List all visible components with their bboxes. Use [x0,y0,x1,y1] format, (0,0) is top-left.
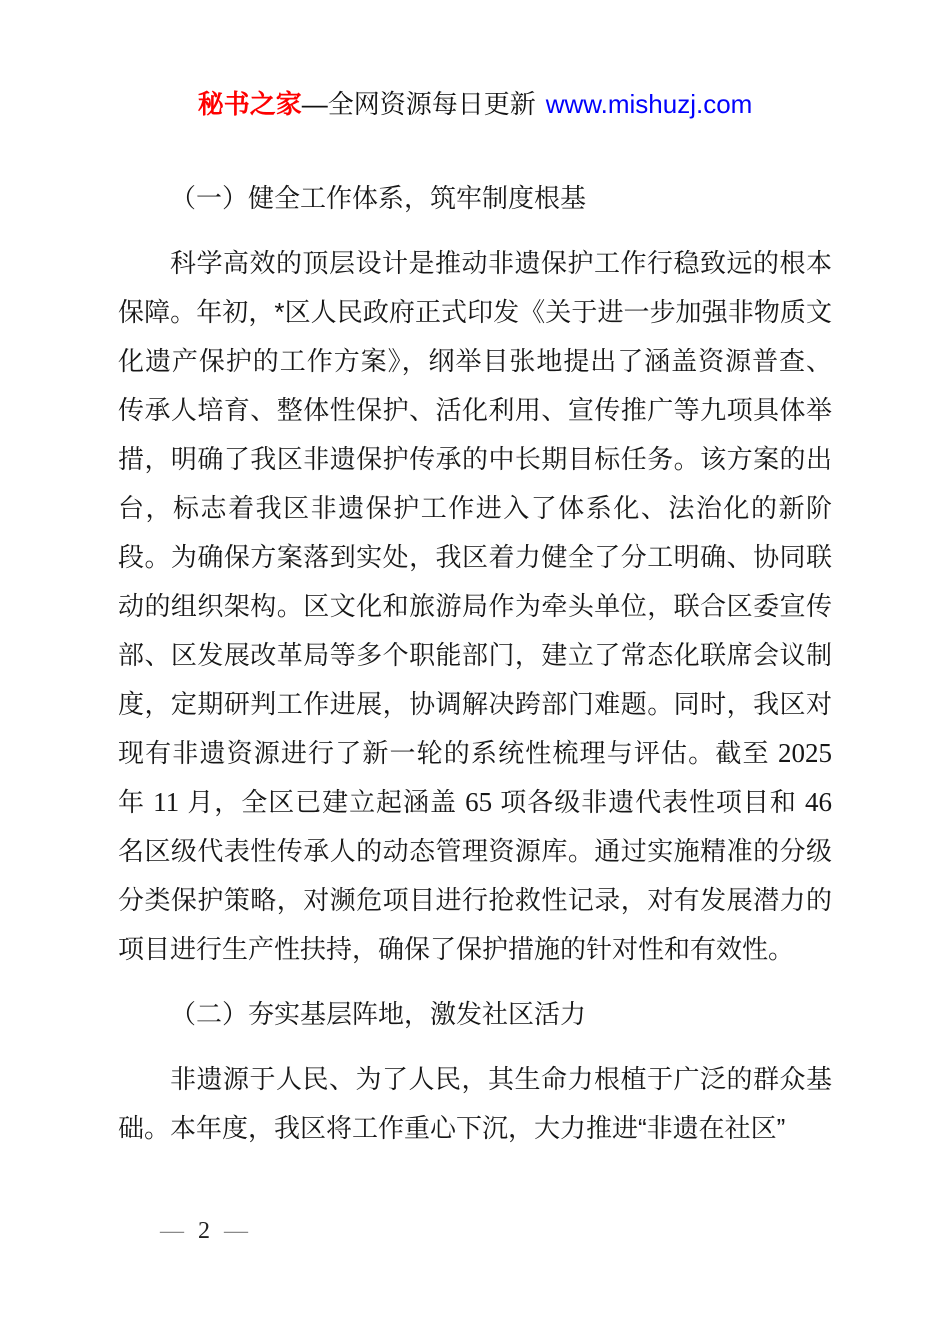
page-number-value: 2 [198,1218,210,1244]
document-body [118,174,832,1153]
page-number [160,1217,950,1245]
site-header [0,86,950,122]
header-tagline: 全网资源每日更新 [327,89,536,119]
header-dash: — [301,89,328,119]
page-number-dash-left: — [160,1218,184,1244]
site-url-link[interactable]: www.mishuzj.com [545,89,753,119]
body-paragraph-1: 科学高效的顶层设计是推动非遗保护工作行稳致远的根本保障。年初，*区人民政府正式印发《关于进一步加强非物质文化遗产保护的工作方案》，纲举目张地提出了涵盖资源普查、传承人培育、整体性保护、活化利用、宣传推广等九项具体举措，明确了我区非遗保护传承的中长期目标任务。该方案的出台，标志着我区非遗保护工作进入了体系化、法治化的新阶段。为确保方案落到实处，我区着力健全了分工明确、协同联动的组织架构。区文化和旅游局作为牵头单位，联合区委宣传部、区发展改革局等多个职能部门，建立了常态化联席会议制度，定期研判工作进展，协调解决跨部门难题。同时，我区对现有非遗资源进行了新一轮的系统性梳理与评估。截至 2025 年 11 月，全区已建立起涵盖 65 项各级非遗代表性项目和 46 名区级代表性传承人的动态管理资源库。通过实施精准的分级分类保护策略，对濒危项目进行抢救性记录，对有发展潜力的项目进行生产性扶持，确保了保护措施的针对性和有效性。 [118,248,832,964]
section-heading-2: （二）夯实基层阵地，激发社区活力 [170,999,587,1029]
page-number-dash-right: — [224,1218,248,1244]
section-heading-1: （一）健全工作体系，筑牢制度根基 [170,183,587,213]
body-paragraph-2: 非遗源于人民、为了人民，其生命力根植于广泛的群众基础。本年度，我区将工作重心下沉，大力推进“非遗在社区” [118,1064,832,1143]
site-name: 秘书之家 [197,89,302,119]
